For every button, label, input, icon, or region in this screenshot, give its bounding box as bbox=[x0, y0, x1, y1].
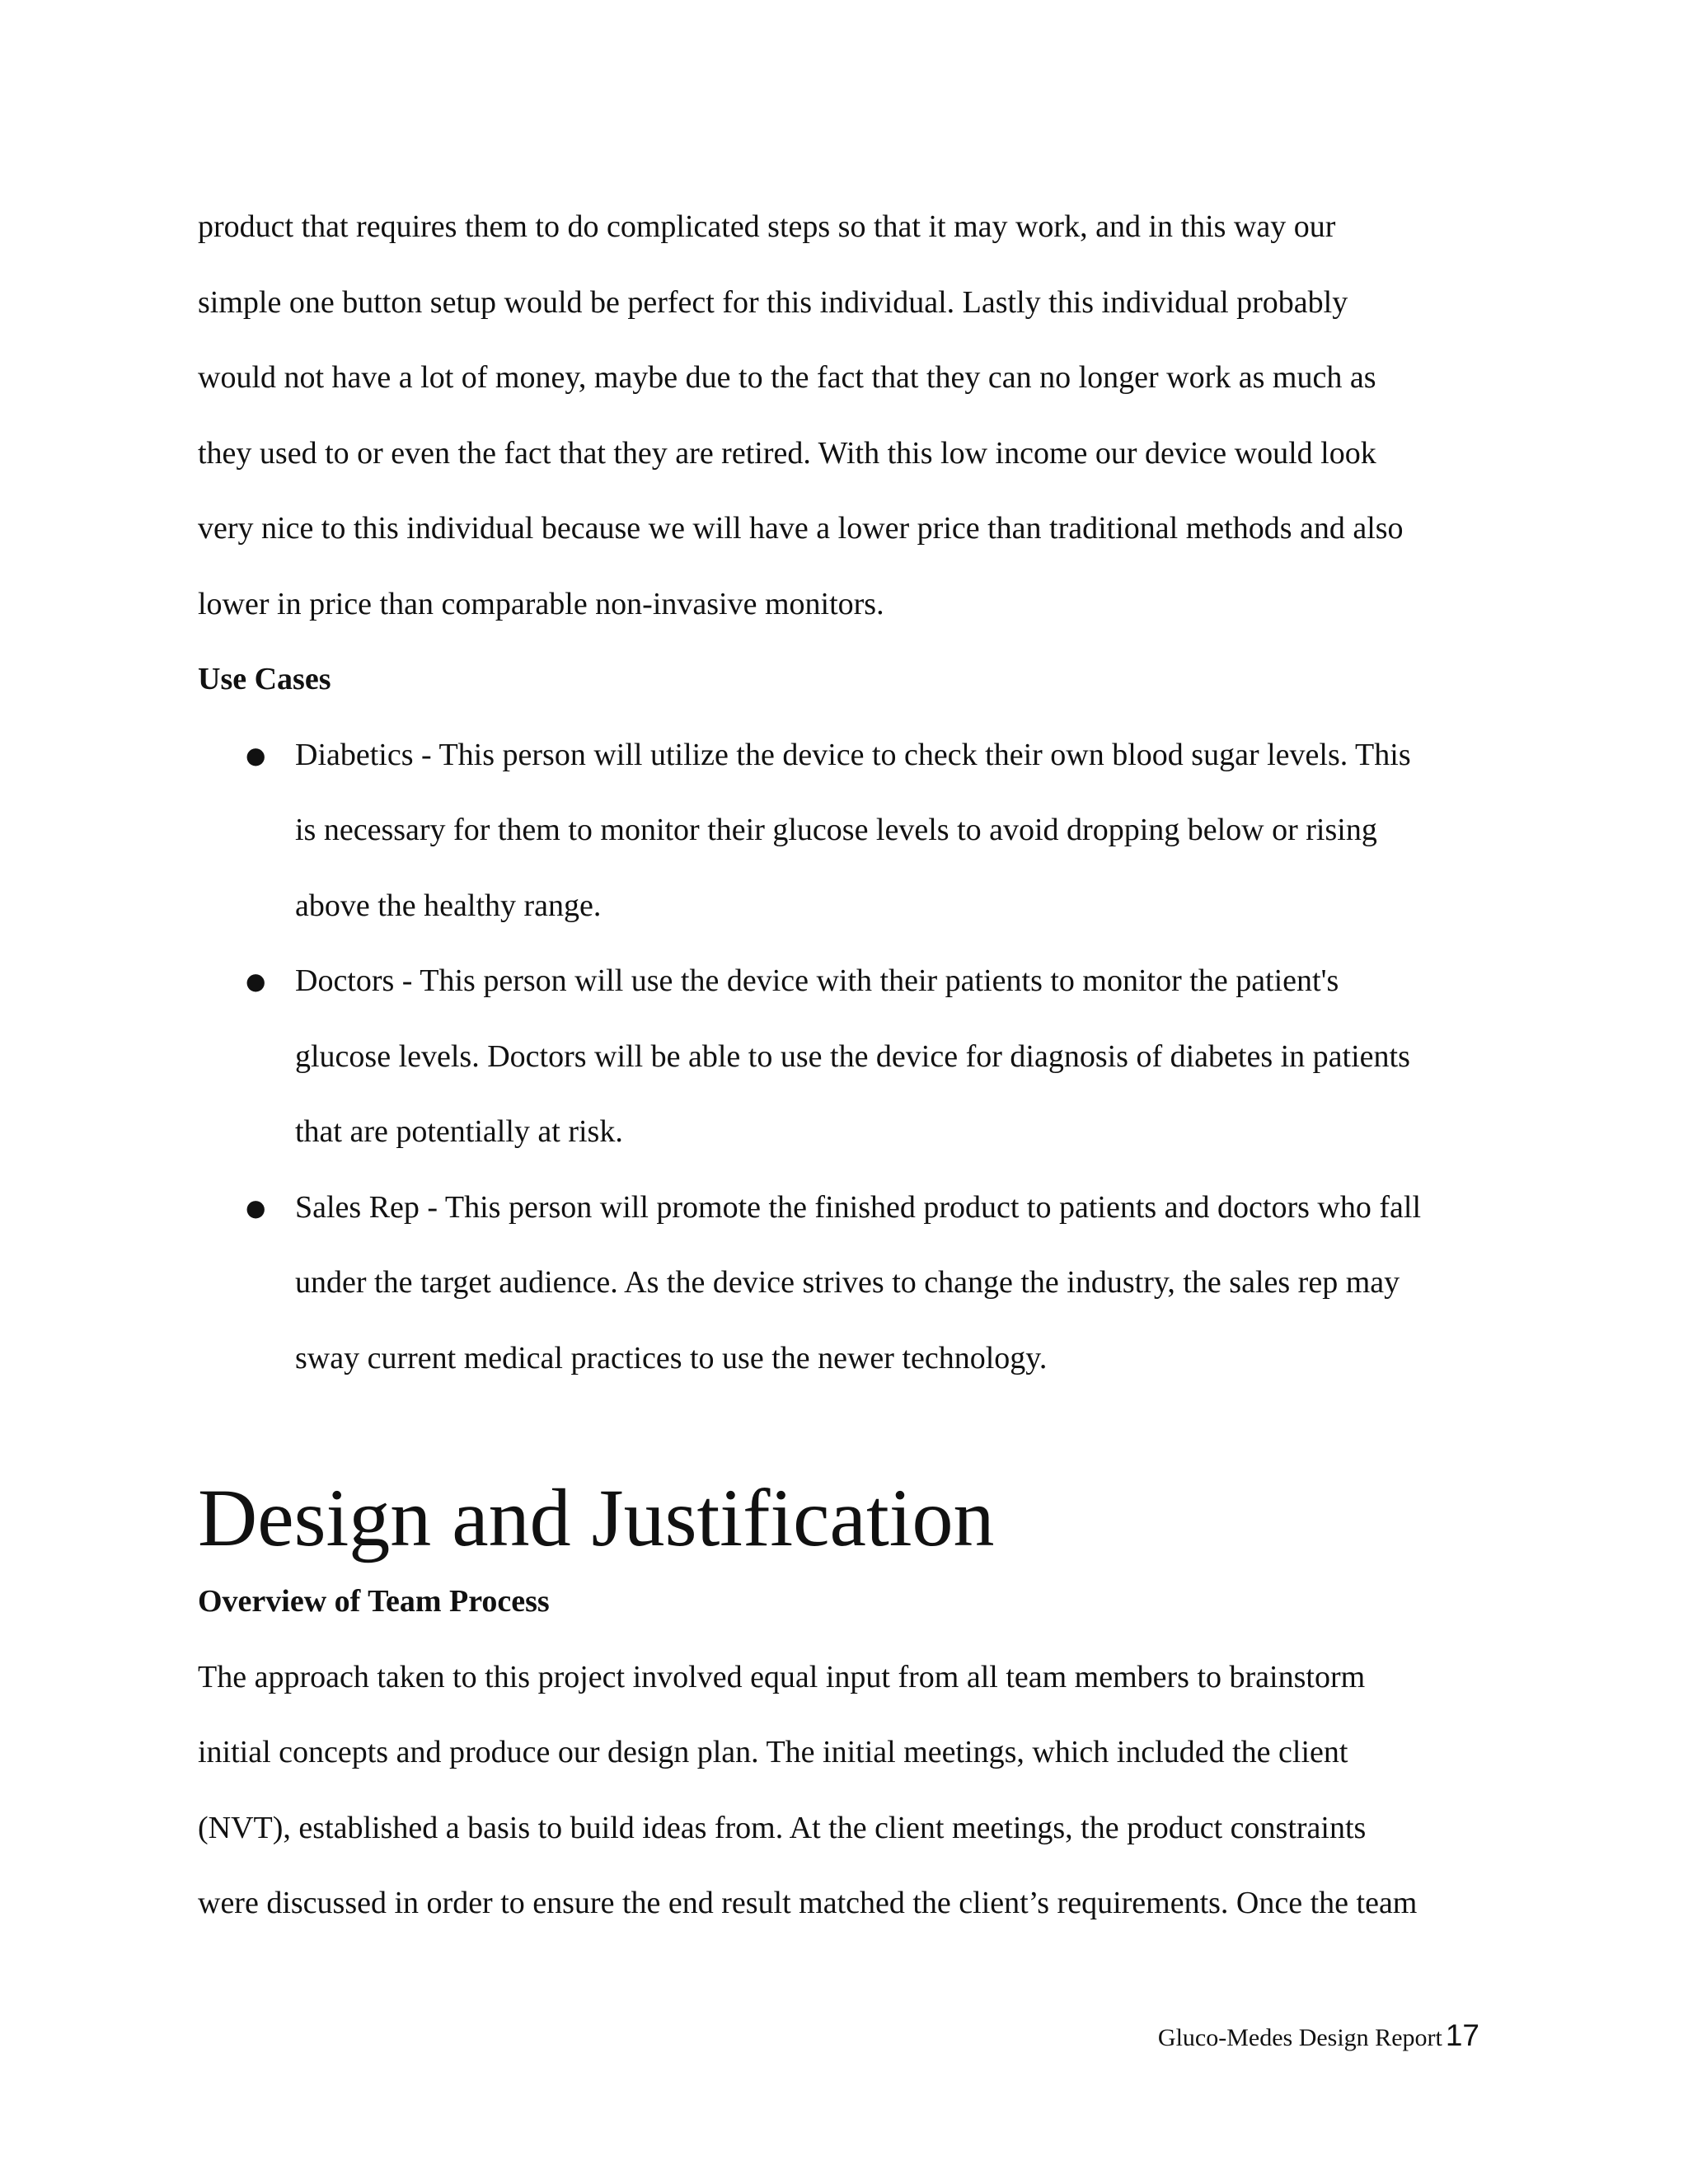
list-item-line: above the healthy range. bbox=[295, 888, 602, 923]
use-cases-heading: Use Cases bbox=[198, 662, 331, 696]
paragraph-line: initial concepts and produce our design plan. The initial meetings, which included the client bbox=[198, 1735, 1348, 1769]
list-item-line: Sales Rep - This person will promote the finished product to patients and doctors who fall bbox=[295, 1189, 1421, 1225]
list-item bbox=[198, 718, 1500, 944]
page-footer bbox=[1158, 2016, 1479, 2062]
list-item-line: sway current medical practices to use the newer technology. bbox=[295, 1340, 1048, 1376]
list-item-line: Doctors - This person will use the device with their patients to monitor the patient's bbox=[295, 963, 1339, 998]
footer-report-title: Gluco-Medes Design Report bbox=[1157, 2024, 1442, 2051]
design-paragraph bbox=[198, 1640, 1500, 1942]
list-item-line: Diabetics - This person will utilize the device to check their own blood sugar levels. This bbox=[295, 737, 1411, 772]
section-spacer bbox=[198, 1396, 1500, 1472]
bullet-icon: ● bbox=[246, 741, 266, 769]
list-item bbox=[198, 1170, 1500, 1397]
section-title: Design and Justification bbox=[198, 1472, 995, 1563]
paragraph-line: The approach taken to this project involved equal input from all team members to brainstorm bbox=[198, 1659, 1366, 1694]
section-subheading: Overview of Team Process bbox=[198, 1584, 550, 1619]
paragraph-line: would not have a lot of money, maybe due to the fact that they can no longer work as much as bbox=[198, 360, 1376, 395]
paragraph-line: product that requires them to do complicated steps so that it may work, and in this way our bbox=[198, 209, 1336, 244]
list-item-line: under the target audience. As the device strives to change the industry, the sales rep may bbox=[295, 1265, 1400, 1300]
paragraph-line: they used to or even the fact that they are retired. With this low income our device would look bbox=[198, 435, 1376, 471]
paragraph-line: were discussed in order to ensure the end result matched the client’s requirements. Once the team bbox=[198, 1886, 1418, 1920]
list-item-line: glucose levels. Doctors will be able to use the device for diagnosis of diabetes in patients bbox=[295, 1038, 1410, 1074]
bullet-icon: ● bbox=[246, 1193, 266, 1221]
footer-page-number: 17 bbox=[1445, 2018, 1479, 2052]
list-item bbox=[198, 944, 1500, 1170]
list-item-line: is necessary for them to monitor their glucose levels to avoid dropping below or rising bbox=[295, 813, 1377, 847]
paragraph-line: (NVT), established a basis to build ideas from. At the client meetings, the product constraints bbox=[198, 1810, 1367, 1845]
use-cases-list bbox=[198, 718, 1500, 1397]
list-item-line: that are potentially at risk. bbox=[295, 1114, 623, 1149]
page-content bbox=[198, 190, 1500, 1942]
paragraph-line: simple one button setup would be perfect for this individual. Lastly this individual probably bbox=[198, 284, 1348, 320]
intro-paragraph bbox=[198, 190, 1500, 642]
paragraph-line: very nice to this individual because we will have a lower price than traditional methods and also bbox=[198, 511, 1404, 546]
paragraph-line: lower in price than comparable non-invasive monitors. bbox=[198, 586, 884, 621]
bullet-icon: ● bbox=[246, 968, 266, 995]
